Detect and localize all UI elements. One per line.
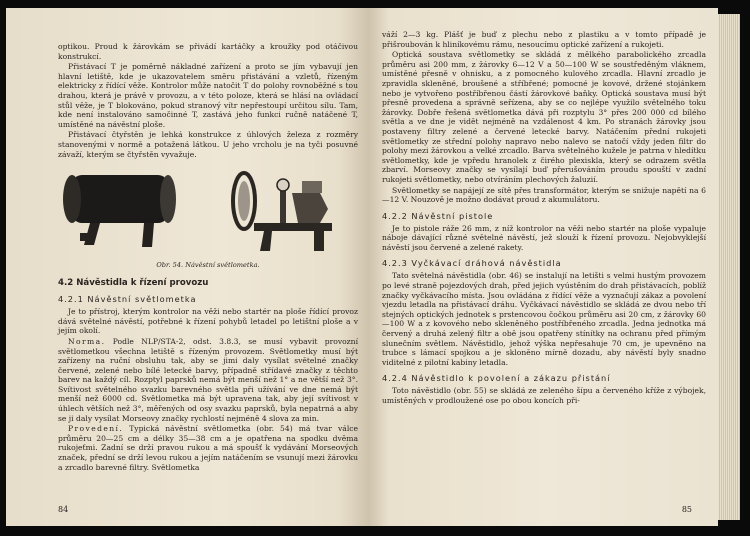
lamp-bulb-holder xyxy=(280,189,286,223)
left-paragraph-5 xyxy=(58,337,358,423)
right-paragraph-2: Optická soustava světlometky se skládá z mělkého parabolického zrcadla průměru asi 200 mm, z žárovky 6—12 V a 50—100 W se soustředěným vláknem, umístěné přesně v ohnisku, a z pomocného kulového zrcadla. Hlavní zrcadlo je zpravidla skleněné, broušené a stříbřené; pomocné je kovové, držené stojánkem nebo je vytvořeno postříbřenou částí žárovkové baňky. Optická soustava musí být přesně provedena a správně seřízena, aby se co nejlépe využilo světelného toku žárovky. Dobře řešená světlometka dává při rozptylu 3° přes 200 000 cd bílého světla a ve dne je vidět nejméně na vzdálenost 4 km. Po stranách žárovky jsou postaveny filtry zelené a červené letecké barvy. Natáčením přední rukojeti světlometky ze střední polohy napravo nebo nalevo se natočí vždy jeden filtr do polohy mezi žárovkou a velké zrcadlo. Barva světelného kužele je patrna v hledítku světlometky, kde je vpředu hranolek z čirého plexiskla, který se odrazem světla zbarví. Morseovy značky se vysílají buď přerušováním proudu spouští v zadní rukojeti světlometky, nebo otvíráním plechových žaluzií. xyxy=(382,50,706,184)
lamp-trigger xyxy=(80,233,90,241)
subsection-heading-4-2-4: 4.2.4 Návěstidlo k povolení a zákazu přistání xyxy=(382,373,611,384)
left-paragraph-3: Přistávací čtyřstěn je lehká konstrukce z úhlových železa z rozměry stanovenými v normě a potažená látkou. U jeho vrcholu je na tyči posuvné závaží, kterým se čtyřstěn vyvažuje. xyxy=(58,130,358,159)
lamp-body xyxy=(72,175,168,223)
signal-lamp-illustration xyxy=(58,163,358,259)
right-paragraph-5: Tato světelná návěstidla (obr. 46) se instalují na letišti s velmi hustým provozem po levé straně pojezdových drah, před jejich vyústěním do drah přistávacích, poblíž značky vyčkávacího místa. Jsou ovládána z řídící věže a vyznačují zákaz a povolení vjezdu letadla na přistávací dráhu. Vyčkávací návěstidlo se skládá ze dvou nebo tří stejných optických jednotek s prstencovou čočkou průměru asi 20 cm, z žárovky 60—100 W a z kovového nebo skleněného postříbřeného zrcadla. Jedna jednotka má červený a druhá zelený filtr a obě jsou opatřeny stínítky na ochranu před přímým slunečním světlem. Návěstidlo, jehož výška nepřesahuje 70 cm, je upevněno na trubce s lámací spojkou a je skloněno mírně dozadu, aby návěstí byly snadno viditelné z pilotní kabiny letadla. xyxy=(382,271,706,367)
subsection-heading-4-2-1: 4.2.1 Návěstní světlometka xyxy=(58,294,197,305)
right-paragraph-4: Je to pistole ráže 26 mm, z níž kontrolor na věži nebo startér na ploše vypaluje náboje dávající různé světelné návěstí, jež slouží k řízení provozu. Nejobvyklejší návěstí jsou červené a zelené rakety. xyxy=(382,223,706,252)
lamp-front-rim xyxy=(160,175,176,223)
open-lamp-rear-handle xyxy=(260,231,272,251)
left-paragraph-6 xyxy=(58,424,358,472)
left-paragraph-4: Je to přístroj, kterým kontrolor na věži nebo startér na ploše řídící provoz dává světelné návěstí, potřebné k řízení pohybů letadel po letištní ploše a v jejím okolí. xyxy=(58,307,358,336)
lamp-front-handle xyxy=(142,223,154,247)
left-paragraph-1: optikou. Proud k žárovkám se přivádí kartáčky a kroužky pod otáčivou konstrukcí. xyxy=(58,42,358,61)
left-page-number: 84 xyxy=(58,505,69,514)
lamp-rear-cap xyxy=(63,175,81,223)
design-lead: Provedení. xyxy=(68,424,124,434)
figure-caption: Obr. 54. Návěstní světlometka. xyxy=(156,261,260,270)
section-heading-4-2: 4.2 Návěstidla k řízení provozu xyxy=(58,278,209,289)
subsection-heading-4-2-2: 4.2.2 Návěstní pistole xyxy=(382,210,494,221)
lamp-bulb xyxy=(277,179,289,191)
reflector-mirror xyxy=(238,181,250,221)
norm-lead: Norma. xyxy=(68,336,106,346)
right-paragraph-3: Světlometky se napájejí ze sítě přes transformátor, kterým se snižuje napětí na 6—12 V. Nouzově je možno dodávat proud z akumulátoru. xyxy=(382,185,706,205)
filter-assembly xyxy=(292,193,328,223)
filter-plate xyxy=(302,181,322,193)
lamp-frame-base xyxy=(254,223,332,231)
right-page-number: 85 xyxy=(681,505,692,514)
left-paragraph-2: Přistávací T je poměrně nákladné zařízení a proto se jím vybavují jen hlavní letiště, kde je ukazovatelem směru přistávání a vzletů, řízeným elektricky z řídící věže. Kontrolor může natočit T do polohy rovnoběžné s tou drahou, která je právě v provozu, a v této poloze, která se hlásí na ovládací stůl věže, je T blokováno, pokud stranový vítr nepřestoupí určitou sílu. Tam, kde není instalováno samočinné T, zastává jeho funkci ručně natáčené T, umístěné na návěstní ploše. xyxy=(58,62,358,129)
page-edges xyxy=(718,14,740,520)
right-page xyxy=(368,8,718,526)
norm-text: Podle NLP/STA-2, odst. 3.8.3, se musí vybavit provozní světlometkou všechna letiště s řízeným provozem. Světlometky musí být zařízeny na ruční obsluhu tak, aby se jimi daly vysílat světelné značky červené, zelené nebo bílé letecké barvy, případně střídavé značky z těchto barev na každý cíl. Rozptyl paprsků nemá být menší než 1° a ne větší než 3°. Svítivost světelného svazku barevného světla při užívání ve dne nemá být menší než 6000 cd. Světlometka má být upravena tak, aby její svítivost v úhlech větších než 3°, měřených od osy svazku paprsků, byla nepatrná a aby se ji daly vysílat Morseovy značky rychlostí nejméně 4 slova za min. xyxy=(58,336,358,423)
signal-lamp-figure xyxy=(58,163,358,259)
right-paragraph-6: Toto návěstidlo (obr. 55) se skládá ze zeleného šípu a červeného kříže z výbojek, umístěných v prodloužené ose po obou koncích při- xyxy=(382,386,706,405)
open-lamp-front-handle xyxy=(314,231,324,251)
left-page xyxy=(6,8,368,526)
right-paragraph-1: váží 2—3 kg. Plášť je buď z plechu nebo z plastiku a v tomto případě je přišroubován k hliníkovému rámu, nesoucímu optické zařízení a rukojeti. xyxy=(382,30,706,49)
design-text: Typická návěstní světlometka (obr. 54) má tvar válce průměru 20—25 cm a délky 35—38 cm a je opatřena na spodku dvěma rukojeťmi. Zadní se drží pravou rukou a má spoušť k vydávání Morseových značek, přední se drží levou rukou a jejím natáčením se vsunují mezi žárovku a zrcadlo barevné filtry. Světlometka xyxy=(58,424,358,472)
subsection-heading-4-2-3: 4.2.3 Vyčkávací dráhová návěstidla xyxy=(382,258,562,269)
